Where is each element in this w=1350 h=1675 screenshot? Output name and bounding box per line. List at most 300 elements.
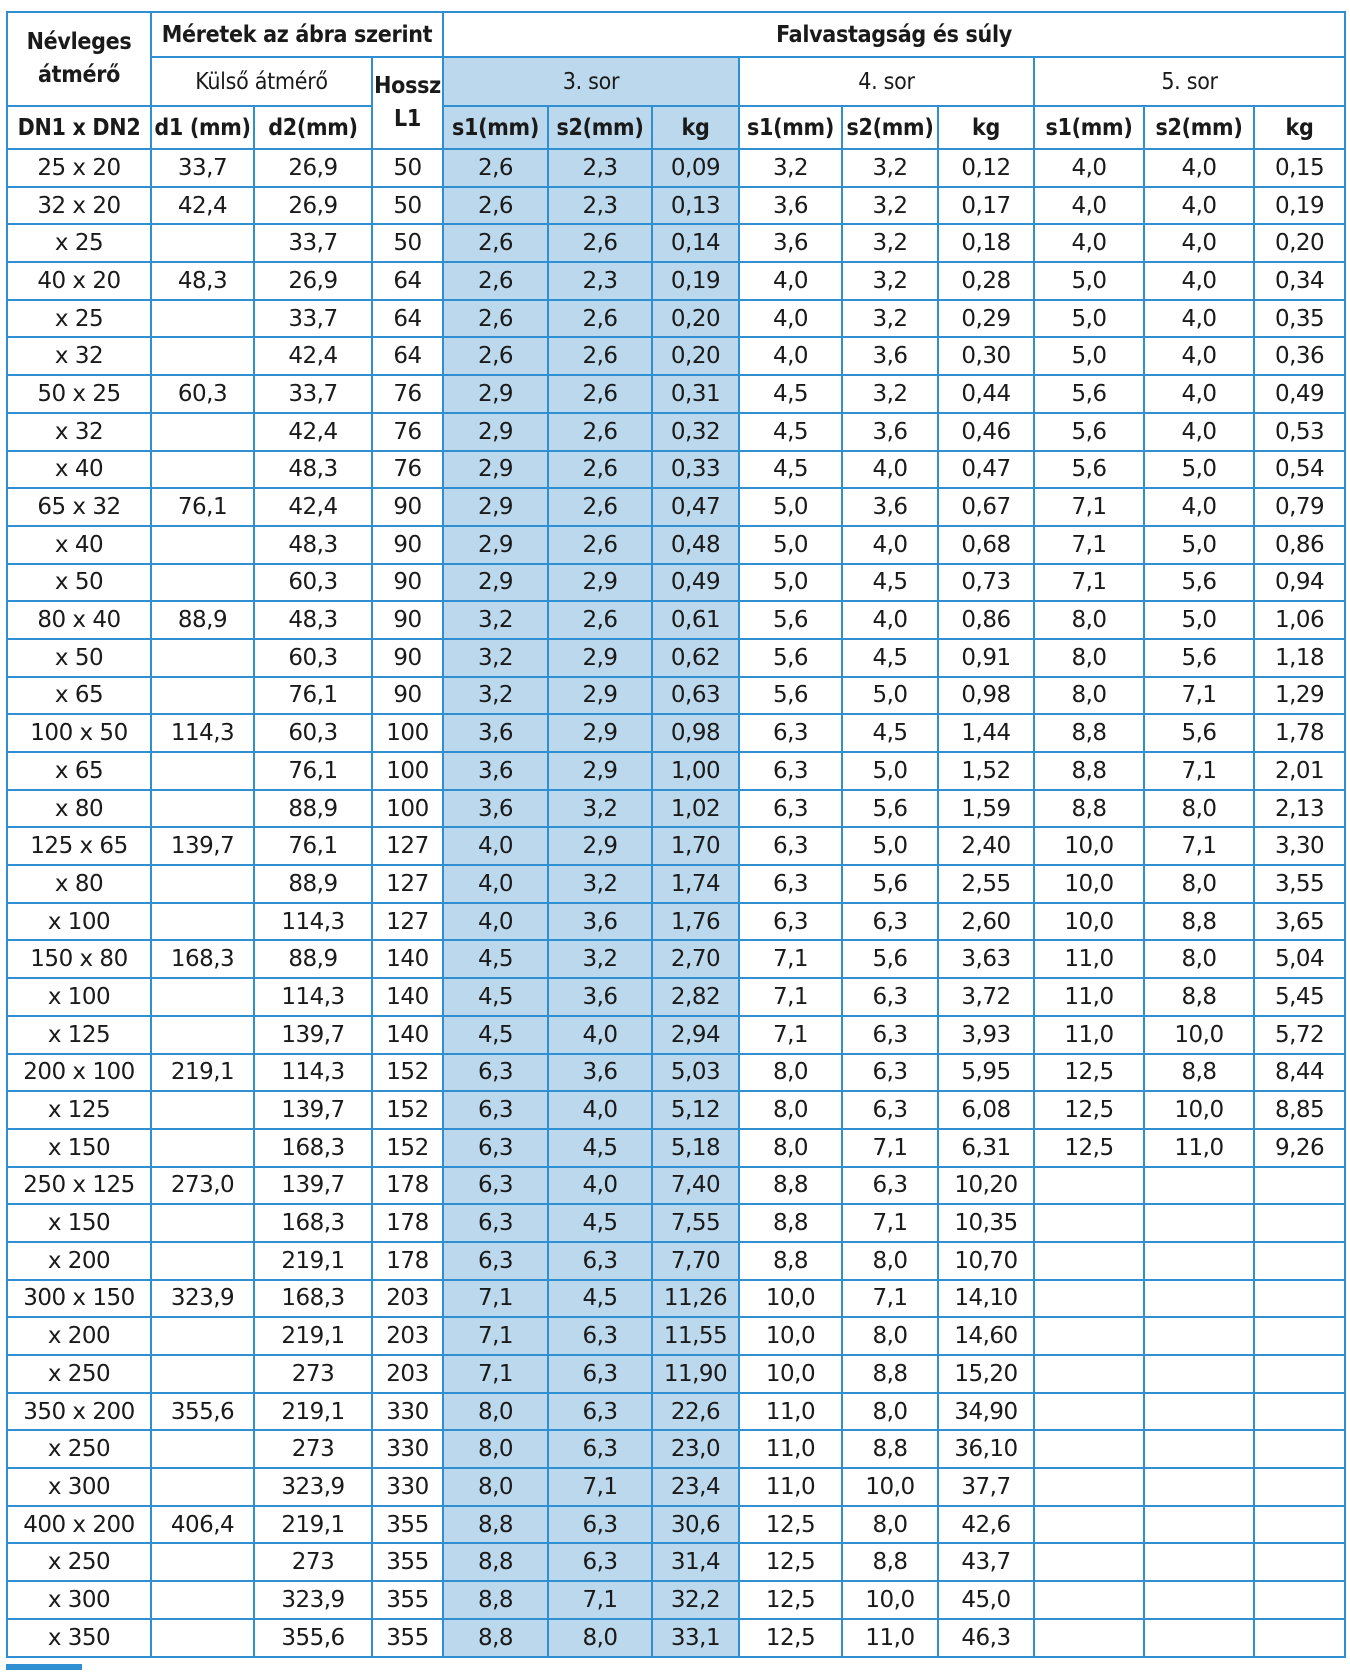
cell-dn: 250 x 125 bbox=[7, 1167, 151, 1205]
cell-sor3-s1: 8,0 bbox=[443, 1393, 548, 1431]
cell-sor4-s2: 5,6 bbox=[842, 865, 938, 903]
cell-d2: 76,1 bbox=[254, 752, 372, 790]
table-row bbox=[7, 1355, 1345, 1393]
cell-d2: 168,3 bbox=[254, 1129, 372, 1167]
cell-sor5-kg bbox=[1254, 1280, 1345, 1318]
cell-sor4-kg: 15,20 bbox=[938, 1355, 1034, 1393]
cell-sor5-s2: 7,1 bbox=[1144, 677, 1254, 715]
cell-sor3-s1: 8,8 bbox=[443, 1506, 548, 1544]
cell-d1 bbox=[151, 1317, 254, 1355]
cell-sor4-kg: 2,60 bbox=[938, 903, 1034, 941]
cell-dn: 200 x 100 bbox=[7, 1054, 151, 1092]
cell-sor4-s1: 3,6 bbox=[739, 187, 842, 225]
header-sor3: 3. sor bbox=[443, 57, 739, 106]
cell-sor4-kg: 0,73 bbox=[938, 564, 1034, 602]
cell-sor4-s1: 5,0 bbox=[739, 488, 842, 526]
cell-hossz: 76 bbox=[372, 375, 443, 413]
cell-sor5-s2: 4,0 bbox=[1144, 337, 1254, 375]
cell-sor3-s2: 2,3 bbox=[548, 262, 652, 300]
cell-sor3-s2: 2,9 bbox=[548, 752, 652, 790]
cell-sor4-s2: 4,5 bbox=[842, 639, 938, 677]
table-row bbox=[7, 752, 1345, 790]
cell-sor4-s1: 5,6 bbox=[739, 601, 842, 639]
cell-sor5-s1: 12,5 bbox=[1034, 1129, 1144, 1167]
cell-hossz: 90 bbox=[372, 488, 443, 526]
cell-sor3-s2: 4,5 bbox=[548, 1204, 652, 1242]
cell-d2: 273 bbox=[254, 1543, 372, 1581]
header-sor4-kg: kg bbox=[938, 106, 1034, 149]
cell-dn: x 125 bbox=[7, 1091, 151, 1129]
cell-d2: 60,3 bbox=[254, 639, 372, 677]
cell-d2: 139,7 bbox=[254, 1016, 372, 1054]
cell-dn: x 50 bbox=[7, 564, 151, 602]
cell-sor4-kg: 45,0 bbox=[938, 1581, 1034, 1619]
cell-sor3-s1: 8,8 bbox=[443, 1619, 548, 1657]
cell-sor3-s2: 2,6 bbox=[548, 451, 652, 489]
cell-sor5-kg bbox=[1254, 1355, 1345, 1393]
cell-sor4-s1: 12,5 bbox=[739, 1543, 842, 1581]
cell-sor4-kg: 6,31 bbox=[938, 1129, 1034, 1167]
cell-sor5-s2: 4,0 bbox=[1144, 375, 1254, 413]
cell-sor3-s2: 4,0 bbox=[548, 1091, 652, 1129]
cell-sor4-kg: 0,91 bbox=[938, 639, 1034, 677]
cell-sor4-s2: 3,2 bbox=[842, 300, 938, 338]
cell-sor4-s1: 3,6 bbox=[739, 224, 842, 262]
cell-sor5-s1 bbox=[1034, 1280, 1144, 1318]
cell-sor5-s2: 4,0 bbox=[1144, 224, 1254, 262]
cell-sor4-s1: 8,0 bbox=[739, 1054, 842, 1092]
cell-hossz: 90 bbox=[372, 677, 443, 715]
cell-sor4-kg: 46,3 bbox=[938, 1619, 1034, 1657]
cell-sor4-s1: 6,3 bbox=[739, 827, 842, 865]
cell-d1 bbox=[151, 1016, 254, 1054]
cell-hossz: 64 bbox=[372, 262, 443, 300]
cell-sor4-s2: 6,3 bbox=[842, 1054, 938, 1092]
cell-d2: 114,3 bbox=[254, 1054, 372, 1092]
cell-d1 bbox=[151, 1543, 254, 1581]
cell-sor5-s1: 8,8 bbox=[1034, 790, 1144, 828]
table-row bbox=[7, 262, 1345, 300]
cell-d2: 273 bbox=[254, 1355, 372, 1393]
cell-sor5-s1 bbox=[1034, 1619, 1144, 1657]
header-hossz: Hossz L1 bbox=[372, 57, 443, 149]
cell-sor5-kg bbox=[1254, 1242, 1345, 1280]
cell-dn: 100 x 50 bbox=[7, 714, 151, 752]
cell-dn: x 350 bbox=[7, 1619, 151, 1657]
cell-sor5-s1 bbox=[1034, 1581, 1144, 1619]
cell-sor4-s2: 4,0 bbox=[842, 451, 938, 489]
cell-sor4-kg: 1,59 bbox=[938, 790, 1034, 828]
cell-sor5-s1 bbox=[1034, 1506, 1144, 1544]
cell-d2: 168,3 bbox=[254, 1280, 372, 1318]
table-row bbox=[7, 1317, 1345, 1355]
cell-sor5-kg: 9,26 bbox=[1254, 1129, 1345, 1167]
cell-d2: 42,4 bbox=[254, 488, 372, 526]
cell-sor4-s2: 3,2 bbox=[842, 375, 938, 413]
cell-sor5-kg: 8,85 bbox=[1254, 1091, 1345, 1129]
cell-d1: 406,4 bbox=[151, 1506, 254, 1544]
cell-sor5-s1 bbox=[1034, 1430, 1144, 1468]
table-row bbox=[7, 413, 1345, 451]
cell-hossz: 178 bbox=[372, 1242, 443, 1280]
cell-dn: x 80 bbox=[7, 790, 151, 828]
cell-sor5-kg bbox=[1254, 1204, 1345, 1242]
cell-sor5-kg: 0,15 bbox=[1254, 149, 1345, 187]
cell-sor5-s2 bbox=[1144, 1167, 1254, 1205]
table-row bbox=[7, 1393, 1345, 1431]
cell-sor5-s1 bbox=[1034, 1393, 1144, 1431]
cell-d1 bbox=[151, 1468, 254, 1506]
cell-d2: 323,9 bbox=[254, 1581, 372, 1619]
cell-sor5-s2: 5,0 bbox=[1144, 451, 1254, 489]
cell-sor4-s1: 10,0 bbox=[739, 1317, 842, 1355]
cell-hossz: 140 bbox=[372, 1016, 443, 1054]
cell-sor4-s2: 8,0 bbox=[842, 1506, 938, 1544]
cell-d2: 42,4 bbox=[254, 413, 372, 451]
cell-sor4-s1: 10,0 bbox=[739, 1280, 842, 1318]
cell-sor5-kg: 0,53 bbox=[1254, 413, 1345, 451]
cell-sor3-kg: 0,14 bbox=[652, 224, 739, 262]
cell-sor3-kg: 1,76 bbox=[652, 903, 739, 941]
cell-sor3-s2: 2,9 bbox=[548, 639, 652, 677]
cell-d1 bbox=[151, 1091, 254, 1129]
cell-d1 bbox=[151, 790, 254, 828]
cell-sor4-s1: 11,0 bbox=[739, 1468, 842, 1506]
cell-sor5-s2: 8,0 bbox=[1144, 790, 1254, 828]
cell-d1: 323,9 bbox=[151, 1280, 254, 1318]
cell-sor3-kg: 0,19 bbox=[652, 262, 739, 300]
cell-sor4-kg: 0,28 bbox=[938, 262, 1034, 300]
cell-sor5-kg: 8,44 bbox=[1254, 1054, 1345, 1092]
cell-sor5-s2 bbox=[1144, 1393, 1254, 1431]
cell-sor4-kg: 1,52 bbox=[938, 752, 1034, 790]
cell-sor3-s2: 6,3 bbox=[548, 1506, 652, 1544]
cell-sor4-s2: 7,1 bbox=[842, 1280, 938, 1318]
cell-sor4-s1: 8,8 bbox=[739, 1167, 842, 1205]
cell-dn: x 100 bbox=[7, 903, 151, 941]
cell-sor5-kg: 0,35 bbox=[1254, 300, 1345, 338]
table-body bbox=[7, 149, 1345, 1657]
cell-sor5-s2: 11,0 bbox=[1144, 1129, 1254, 1167]
cell-sor4-s1: 8,0 bbox=[739, 1091, 842, 1129]
header-sor3-s1: s1(mm) bbox=[443, 106, 548, 149]
cell-sor4-s2: 6,3 bbox=[842, 1167, 938, 1205]
cell-sor3-kg: 1,74 bbox=[652, 865, 739, 903]
cell-sor5-kg: 1,78 bbox=[1254, 714, 1345, 752]
cell-sor3-s1: 2,6 bbox=[443, 337, 548, 375]
cell-hossz: 178 bbox=[372, 1167, 443, 1205]
cell-sor5-s1: 12,5 bbox=[1034, 1054, 1144, 1092]
cell-sor4-s1: 7,1 bbox=[739, 940, 842, 978]
cell-sor3-s1: 3,6 bbox=[443, 752, 548, 790]
cell-sor4-s1: 4,5 bbox=[739, 451, 842, 489]
cell-sor5-kg: 0,54 bbox=[1254, 451, 1345, 489]
cell-sor4-kg: 2,40 bbox=[938, 827, 1034, 865]
table-row bbox=[7, 1619, 1345, 1657]
cell-hossz: 127 bbox=[372, 827, 443, 865]
cell-sor3-s1: 7,1 bbox=[443, 1280, 548, 1318]
table-row bbox=[7, 790, 1345, 828]
cell-d1: 168,3 bbox=[151, 940, 254, 978]
cell-d1: 273,0 bbox=[151, 1167, 254, 1205]
cell-hossz: 127 bbox=[372, 865, 443, 903]
cell-sor4-kg: 10,70 bbox=[938, 1242, 1034, 1280]
table-row bbox=[7, 1242, 1345, 1280]
cell-dn: x 65 bbox=[7, 752, 151, 790]
table-row bbox=[7, 149, 1345, 187]
cell-sor3-s1: 4,0 bbox=[443, 903, 548, 941]
cell-sor4-s2: 7,1 bbox=[842, 1204, 938, 1242]
cell-d2: 139,7 bbox=[254, 1091, 372, 1129]
cell-d2: 219,1 bbox=[254, 1242, 372, 1280]
cell-sor4-s2: 4,0 bbox=[842, 601, 938, 639]
cell-sor4-kg: 43,7 bbox=[938, 1543, 1034, 1581]
cell-d1 bbox=[151, 1581, 254, 1619]
cell-sor3-s1: 6,3 bbox=[443, 1054, 548, 1092]
cell-sor3-s1: 2,9 bbox=[443, 375, 548, 413]
cell-sor5-s2: 10,0 bbox=[1144, 1091, 1254, 1129]
cell-sor4-kg: 0,67 bbox=[938, 488, 1034, 526]
cell-dn: x 125 bbox=[7, 1016, 151, 1054]
header-sor5-s2: s2(mm) bbox=[1144, 106, 1254, 149]
cell-hossz: 100 bbox=[372, 752, 443, 790]
cell-sor3-s2: 3,6 bbox=[548, 978, 652, 1016]
table-row bbox=[7, 903, 1345, 941]
table-row bbox=[7, 224, 1345, 262]
cell-sor3-kg: 0,33 bbox=[652, 451, 739, 489]
table-row bbox=[7, 677, 1345, 715]
cell-sor5-s1: 5,6 bbox=[1034, 375, 1144, 413]
cell-sor5-s1: 8,8 bbox=[1034, 752, 1144, 790]
cell-sor4-s1: 10,0 bbox=[739, 1355, 842, 1393]
cell-d2: 88,9 bbox=[254, 865, 372, 903]
cell-sor5-s1: 7,1 bbox=[1034, 526, 1144, 564]
cell-sor3-s1: 4,5 bbox=[443, 940, 548, 978]
cell-dn: x 200 bbox=[7, 1242, 151, 1280]
cell-sor5-kg: 0,79 bbox=[1254, 488, 1345, 526]
cell-sor3-s1: 2,9 bbox=[443, 564, 548, 602]
cell-hossz: 355 bbox=[372, 1581, 443, 1619]
cell-hossz: 90 bbox=[372, 601, 443, 639]
cell-d2: 42,4 bbox=[254, 337, 372, 375]
cell-sor5-s2 bbox=[1144, 1506, 1254, 1544]
cell-sor3-s2: 2,6 bbox=[548, 375, 652, 413]
cell-sor5-kg: 2,01 bbox=[1254, 752, 1345, 790]
cell-d2: 139,7 bbox=[254, 1167, 372, 1205]
header-sor3-kg: kg bbox=[652, 106, 739, 149]
cell-sor5-s2: 5,6 bbox=[1144, 564, 1254, 602]
cell-sor5-kg bbox=[1254, 1167, 1345, 1205]
cell-sor4-kg: 0,17 bbox=[938, 187, 1034, 225]
cell-sor5-kg: 3,30 bbox=[1254, 827, 1345, 865]
cell-sor5-kg bbox=[1254, 1430, 1345, 1468]
cell-sor3-s1: 3,6 bbox=[443, 714, 548, 752]
table-row bbox=[7, 601, 1345, 639]
cell-sor4-kg: 34,90 bbox=[938, 1393, 1034, 1431]
cell-hossz: 127 bbox=[372, 903, 443, 941]
cell-sor5-s1: 10,0 bbox=[1034, 827, 1144, 865]
cell-d1 bbox=[151, 1204, 254, 1242]
cell-dn: x 250 bbox=[7, 1543, 151, 1581]
cell-sor4-s2: 6,3 bbox=[842, 903, 938, 941]
cell-sor4-kg: 0,47 bbox=[938, 451, 1034, 489]
cell-sor4-s2: 3,6 bbox=[842, 413, 938, 451]
cell-hossz: 50 bbox=[372, 149, 443, 187]
table-row bbox=[7, 337, 1345, 375]
cell-d1 bbox=[151, 978, 254, 1016]
cell-sor5-s2: 8,0 bbox=[1144, 940, 1254, 978]
cell-d1: 139,7 bbox=[151, 827, 254, 865]
cell-hossz: 152 bbox=[372, 1054, 443, 1092]
cell-sor3-s1: 3,2 bbox=[443, 601, 548, 639]
cell-dn: x 25 bbox=[7, 224, 151, 262]
cell-sor4-s1: 12,5 bbox=[739, 1581, 842, 1619]
table-row bbox=[7, 1581, 1345, 1619]
cell-d2: 60,3 bbox=[254, 714, 372, 752]
cell-sor4-kg: 0,46 bbox=[938, 413, 1034, 451]
cell-hossz: 76 bbox=[372, 451, 443, 489]
cell-sor5-s1 bbox=[1034, 1468, 1144, 1506]
cell-sor5-s2: 10,0 bbox=[1144, 1016, 1254, 1054]
cell-sor5-kg: 0,20 bbox=[1254, 224, 1345, 262]
cell-d1 bbox=[151, 1619, 254, 1657]
cell-sor5-kg: 0,19 bbox=[1254, 187, 1345, 225]
header-sor5-s1: s1(mm) bbox=[1034, 106, 1144, 149]
cell-sor3-s1: 6,3 bbox=[443, 1242, 548, 1280]
cell-sor3-s1: 8,8 bbox=[443, 1543, 548, 1581]
header-sor4-s2: s2(mm) bbox=[842, 106, 938, 149]
cell-sor5-s2 bbox=[1144, 1242, 1254, 1280]
cell-sor4-s2: 5,0 bbox=[842, 677, 938, 715]
cell-sor5-s2: 4,0 bbox=[1144, 262, 1254, 300]
cell-sor5-s2: 4,0 bbox=[1144, 300, 1254, 338]
cell-sor3-s1: 7,1 bbox=[443, 1317, 548, 1355]
cell-hossz: 330 bbox=[372, 1430, 443, 1468]
cell-sor3-kg: 1,00 bbox=[652, 752, 739, 790]
cell-d2: 323,9 bbox=[254, 1468, 372, 1506]
table-row bbox=[7, 1204, 1345, 1242]
cell-hossz: 152 bbox=[372, 1129, 443, 1167]
cell-sor5-s1: 4,0 bbox=[1034, 187, 1144, 225]
cell-sor3-s2: 4,5 bbox=[548, 1280, 652, 1318]
cell-d2: 76,1 bbox=[254, 677, 372, 715]
cell-sor4-s1: 6,3 bbox=[739, 714, 842, 752]
cell-sor3-s1: 6,3 bbox=[443, 1091, 548, 1129]
cell-sor3-s2: 2,6 bbox=[548, 224, 652, 262]
table-row bbox=[7, 1167, 1345, 1205]
cell-sor5-kg bbox=[1254, 1581, 1345, 1619]
cell-sor4-s2: 5,0 bbox=[842, 752, 938, 790]
cell-sor3-s2: 2,6 bbox=[548, 526, 652, 564]
cell-sor3-s2: 2,6 bbox=[548, 337, 652, 375]
cell-sor3-s1: 3,6 bbox=[443, 790, 548, 828]
cell-sor4-s2: 5,6 bbox=[842, 940, 938, 978]
cell-sor3-s2: 3,2 bbox=[548, 940, 652, 978]
cell-sor3-kg: 30,6 bbox=[652, 1506, 739, 1544]
cell-sor3-s1: 4,0 bbox=[443, 827, 548, 865]
cell-d1 bbox=[151, 1355, 254, 1393]
cell-hossz: 330 bbox=[372, 1393, 443, 1431]
cell-sor5-s1: 12,5 bbox=[1034, 1091, 1144, 1129]
cell-hossz: 64 bbox=[372, 337, 443, 375]
table-row bbox=[7, 639, 1345, 677]
cell-dn: x 250 bbox=[7, 1430, 151, 1468]
cell-d1 bbox=[151, 526, 254, 564]
cell-sor5-s1: 5,0 bbox=[1034, 262, 1144, 300]
cell-sor3-s2: 3,2 bbox=[548, 790, 652, 828]
header-d2: d2(mm) bbox=[254, 106, 372, 149]
cell-dn: 25 x 20 bbox=[7, 149, 151, 187]
cell-sor3-s2: 2,6 bbox=[548, 601, 652, 639]
cell-sor3-s1: 2,6 bbox=[443, 187, 548, 225]
cell-dn: x 150 bbox=[7, 1204, 151, 1242]
cell-sor4-s1: 6,3 bbox=[739, 865, 842, 903]
header-sor5-kg: kg bbox=[1254, 106, 1345, 149]
cell-sor4-s2: 8,8 bbox=[842, 1355, 938, 1393]
cell-sor4-kg: 0,18 bbox=[938, 224, 1034, 262]
cell-d2: 219,1 bbox=[254, 1393, 372, 1431]
cell-sor4-kg: 6,08 bbox=[938, 1091, 1034, 1129]
cell-dn: x 80 bbox=[7, 865, 151, 903]
cell-sor4-s2: 3,6 bbox=[842, 337, 938, 375]
cell-sor3-s2: 3,6 bbox=[548, 1054, 652, 1092]
cell-sor4-s1: 3,2 bbox=[739, 149, 842, 187]
table-row bbox=[7, 187, 1345, 225]
table-row bbox=[7, 827, 1345, 865]
cell-sor4-s1: 6,3 bbox=[739, 790, 842, 828]
cell-sor5-s2 bbox=[1144, 1355, 1254, 1393]
cell-sor5-kg: 2,13 bbox=[1254, 790, 1345, 828]
cell-d1 bbox=[151, 752, 254, 790]
cell-d2: 219,1 bbox=[254, 1506, 372, 1544]
cell-sor5-s2: 8,8 bbox=[1144, 903, 1254, 941]
cell-sor4-kg: 5,95 bbox=[938, 1054, 1034, 1092]
cell-sor4-s1: 4,0 bbox=[739, 262, 842, 300]
header-sor3-s2: s2(mm) bbox=[548, 106, 652, 149]
table-row bbox=[7, 1091, 1345, 1129]
corner-decoration bbox=[6, 1664, 82, 1670]
cell-sor4-kg: 1,44 bbox=[938, 714, 1034, 752]
cell-sor3-s2: 4,0 bbox=[548, 1167, 652, 1205]
cell-sor4-kg: 14,10 bbox=[938, 1280, 1034, 1318]
cell-d2: 219,1 bbox=[254, 1317, 372, 1355]
cell-sor3-kg: 0,31 bbox=[652, 375, 739, 413]
cell-dn: 50 x 25 bbox=[7, 375, 151, 413]
cell-d2: 26,9 bbox=[254, 187, 372, 225]
cell-d1 bbox=[151, 639, 254, 677]
cell-sor4-kg: 0,98 bbox=[938, 677, 1034, 715]
cell-sor4-s2: 10,0 bbox=[842, 1581, 938, 1619]
cell-sor4-kg: 37,7 bbox=[938, 1468, 1034, 1506]
cell-sor5-s2 bbox=[1144, 1619, 1254, 1657]
cell-sor4-kg: 3,93 bbox=[938, 1016, 1034, 1054]
cell-hossz: 100 bbox=[372, 790, 443, 828]
cell-sor4-kg: 0,30 bbox=[938, 337, 1034, 375]
table-row bbox=[7, 1280, 1345, 1318]
cell-sor3-s2: 2,6 bbox=[548, 488, 652, 526]
cell-sor4-s2: 4,5 bbox=[842, 564, 938, 602]
cell-sor5-s1 bbox=[1034, 1204, 1144, 1242]
cell-sor5-s2: 8,8 bbox=[1144, 978, 1254, 1016]
cell-hossz: 140 bbox=[372, 940, 443, 978]
cell-sor3-s1: 6,3 bbox=[443, 1167, 548, 1205]
cell-sor5-s1: 4,0 bbox=[1034, 224, 1144, 262]
cell-d1 bbox=[151, 337, 254, 375]
cell-sor4-s2: 3,2 bbox=[842, 187, 938, 225]
cell-sor3-s2: 4,5 bbox=[548, 1129, 652, 1167]
pipe-reducer-table bbox=[6, 11, 1346, 1658]
cell-sor3-s2: 4,0 bbox=[548, 1016, 652, 1054]
